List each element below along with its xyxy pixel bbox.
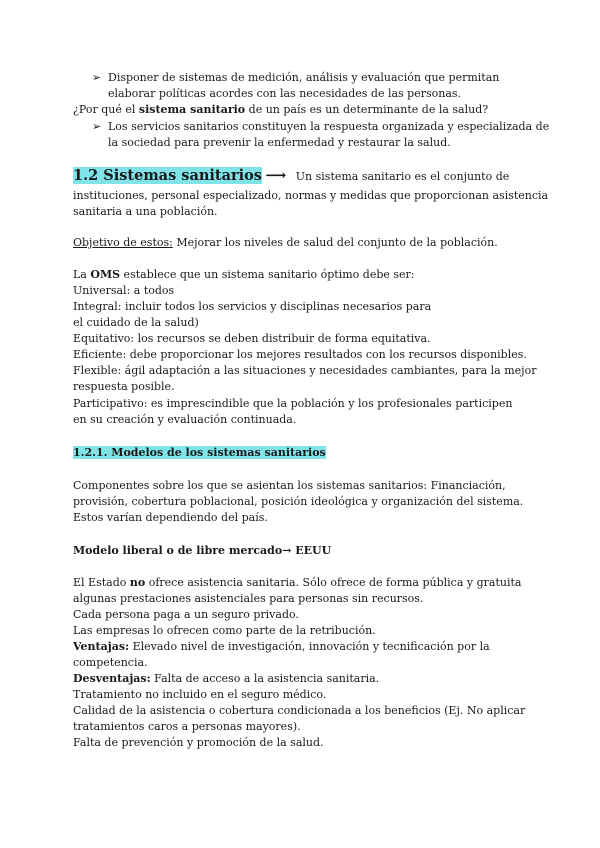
bullet-text: la sociedad para prevenir la enfermedad y restaurar la salud. (108, 136, 451, 149)
bold-term: OMS (90, 268, 121, 281)
definition-text: instituciones, personal especializado, normas y medidas que proporcionan asistencia (73, 189, 549, 202)
bullet-arrow-icon: ➢ (92, 120, 102, 133)
list-item: Participativo: es imprescindible que la población y los profesionales participen (73, 397, 513, 410)
paragraph-text: provisión, cobertura poblacional, posición ideológica y organización del sistema. (73, 495, 524, 508)
oms-line: La OMS establece que un sistema sanitario óptimo debe ser: (73, 268, 415, 281)
paragraph-text: Estos varían dependiendo del país. (73, 511, 268, 524)
model-line: El Estado no ofrece asistencia sanitaria. Sólo ofrece de forma pública y gratuita (73, 576, 522, 589)
bullet-text: Los servicios sanitarios constituyen la respuesta organizada y especializada de (108, 120, 550, 133)
disadvantages-label: Desventajas: (73, 672, 151, 685)
list-item: Equitativo: los recursos se deben distribuir de forma equitativa. (73, 332, 431, 345)
list-item: Eficiente: debe proporcionar los mejores resultados con los recursos disponibles. (73, 348, 527, 361)
bullet-text: Disponer de sistemas de medición, análisis y evaluación que permitan (108, 71, 500, 84)
model-heading: Modelo liberal o de libre mercado→ EEUU (73, 544, 332, 557)
model-line: Las empresas lo ofrecen como parte de la retribución. (73, 624, 376, 637)
advantages-label: Ventajas: (73, 640, 130, 653)
model-line: algunas prestaciones asistenciales para personas sin recursos. (73, 592, 424, 605)
advantages-line: Ventajas: Elevado nivel de investigación, innovación y tecnificación por la (73, 640, 490, 653)
list-item: el cuidado de la salud) (73, 316, 199, 329)
model-line: Falta de prevención y promoción de la salud. (73, 736, 324, 749)
model-line: Cada persona paga a un seguro privado. (73, 608, 299, 621)
bold-term: sistema sanitario (138, 103, 246, 116)
list-item: en su creación y evaluación continuada. (73, 413, 297, 426)
list-item: respuesta posible. (73, 380, 175, 393)
objective-line: Objetivo de estos: Mejorar los niveles de salud del conjunto de la población. (73, 236, 498, 249)
arrow-icon: ⟶ (265, 167, 287, 184)
list-item: Integral: incluir todos los servicios y disciplinas necesarios para (73, 300, 432, 313)
disadvantages-line: Desventajas: Falta de acceso a la asistencia sanitaria. (73, 672, 380, 685)
bold-term: no (129, 576, 146, 589)
list-item: Universal: a todos (73, 284, 175, 297)
definition-text: sanitaria a una población. (73, 205, 218, 218)
bullet-text: elaborar políticas acordes con las necesidades de las personas. (108, 87, 462, 100)
model-line: Tratamiento no incluido en el seguro médico. (73, 688, 327, 701)
model-line: competencia. (73, 656, 148, 669)
section-heading: 1.2 Sistemas sanitarios (73, 167, 262, 184)
section-1-2-heading-line: 1.2 Sistemas sanitarios ⟶ Un sistema sanitario es el conjunto de (73, 167, 510, 184)
paragraph-text: Componentes sobre los que se asientan los sistemas sanitarios: Financiación, (73, 479, 506, 492)
model-line: Calidad de la asistencia o cobertura condicionada a los beneficios (Ej. No aplicar (73, 704, 526, 717)
section-1-2-1-heading-line (73, 446, 326, 460)
subsection-heading: 1.2.1. Modelos de los sistemas sanitarios (73, 446, 326, 459)
question-line: ¿Por qué el sistema sanitario de un país es un determinante de la salud? (73, 103, 489, 116)
objective-label: Objetivo de estos: (73, 236, 173, 249)
model-line: tratamientos caros a personas mayores). (73, 720, 301, 733)
bullet-arrow-icon: ➢ (92, 71, 102, 84)
list-item: Flexible: ágil adaptación a las situaciones y necesidades cambiantes, para la mejor (73, 364, 537, 377)
